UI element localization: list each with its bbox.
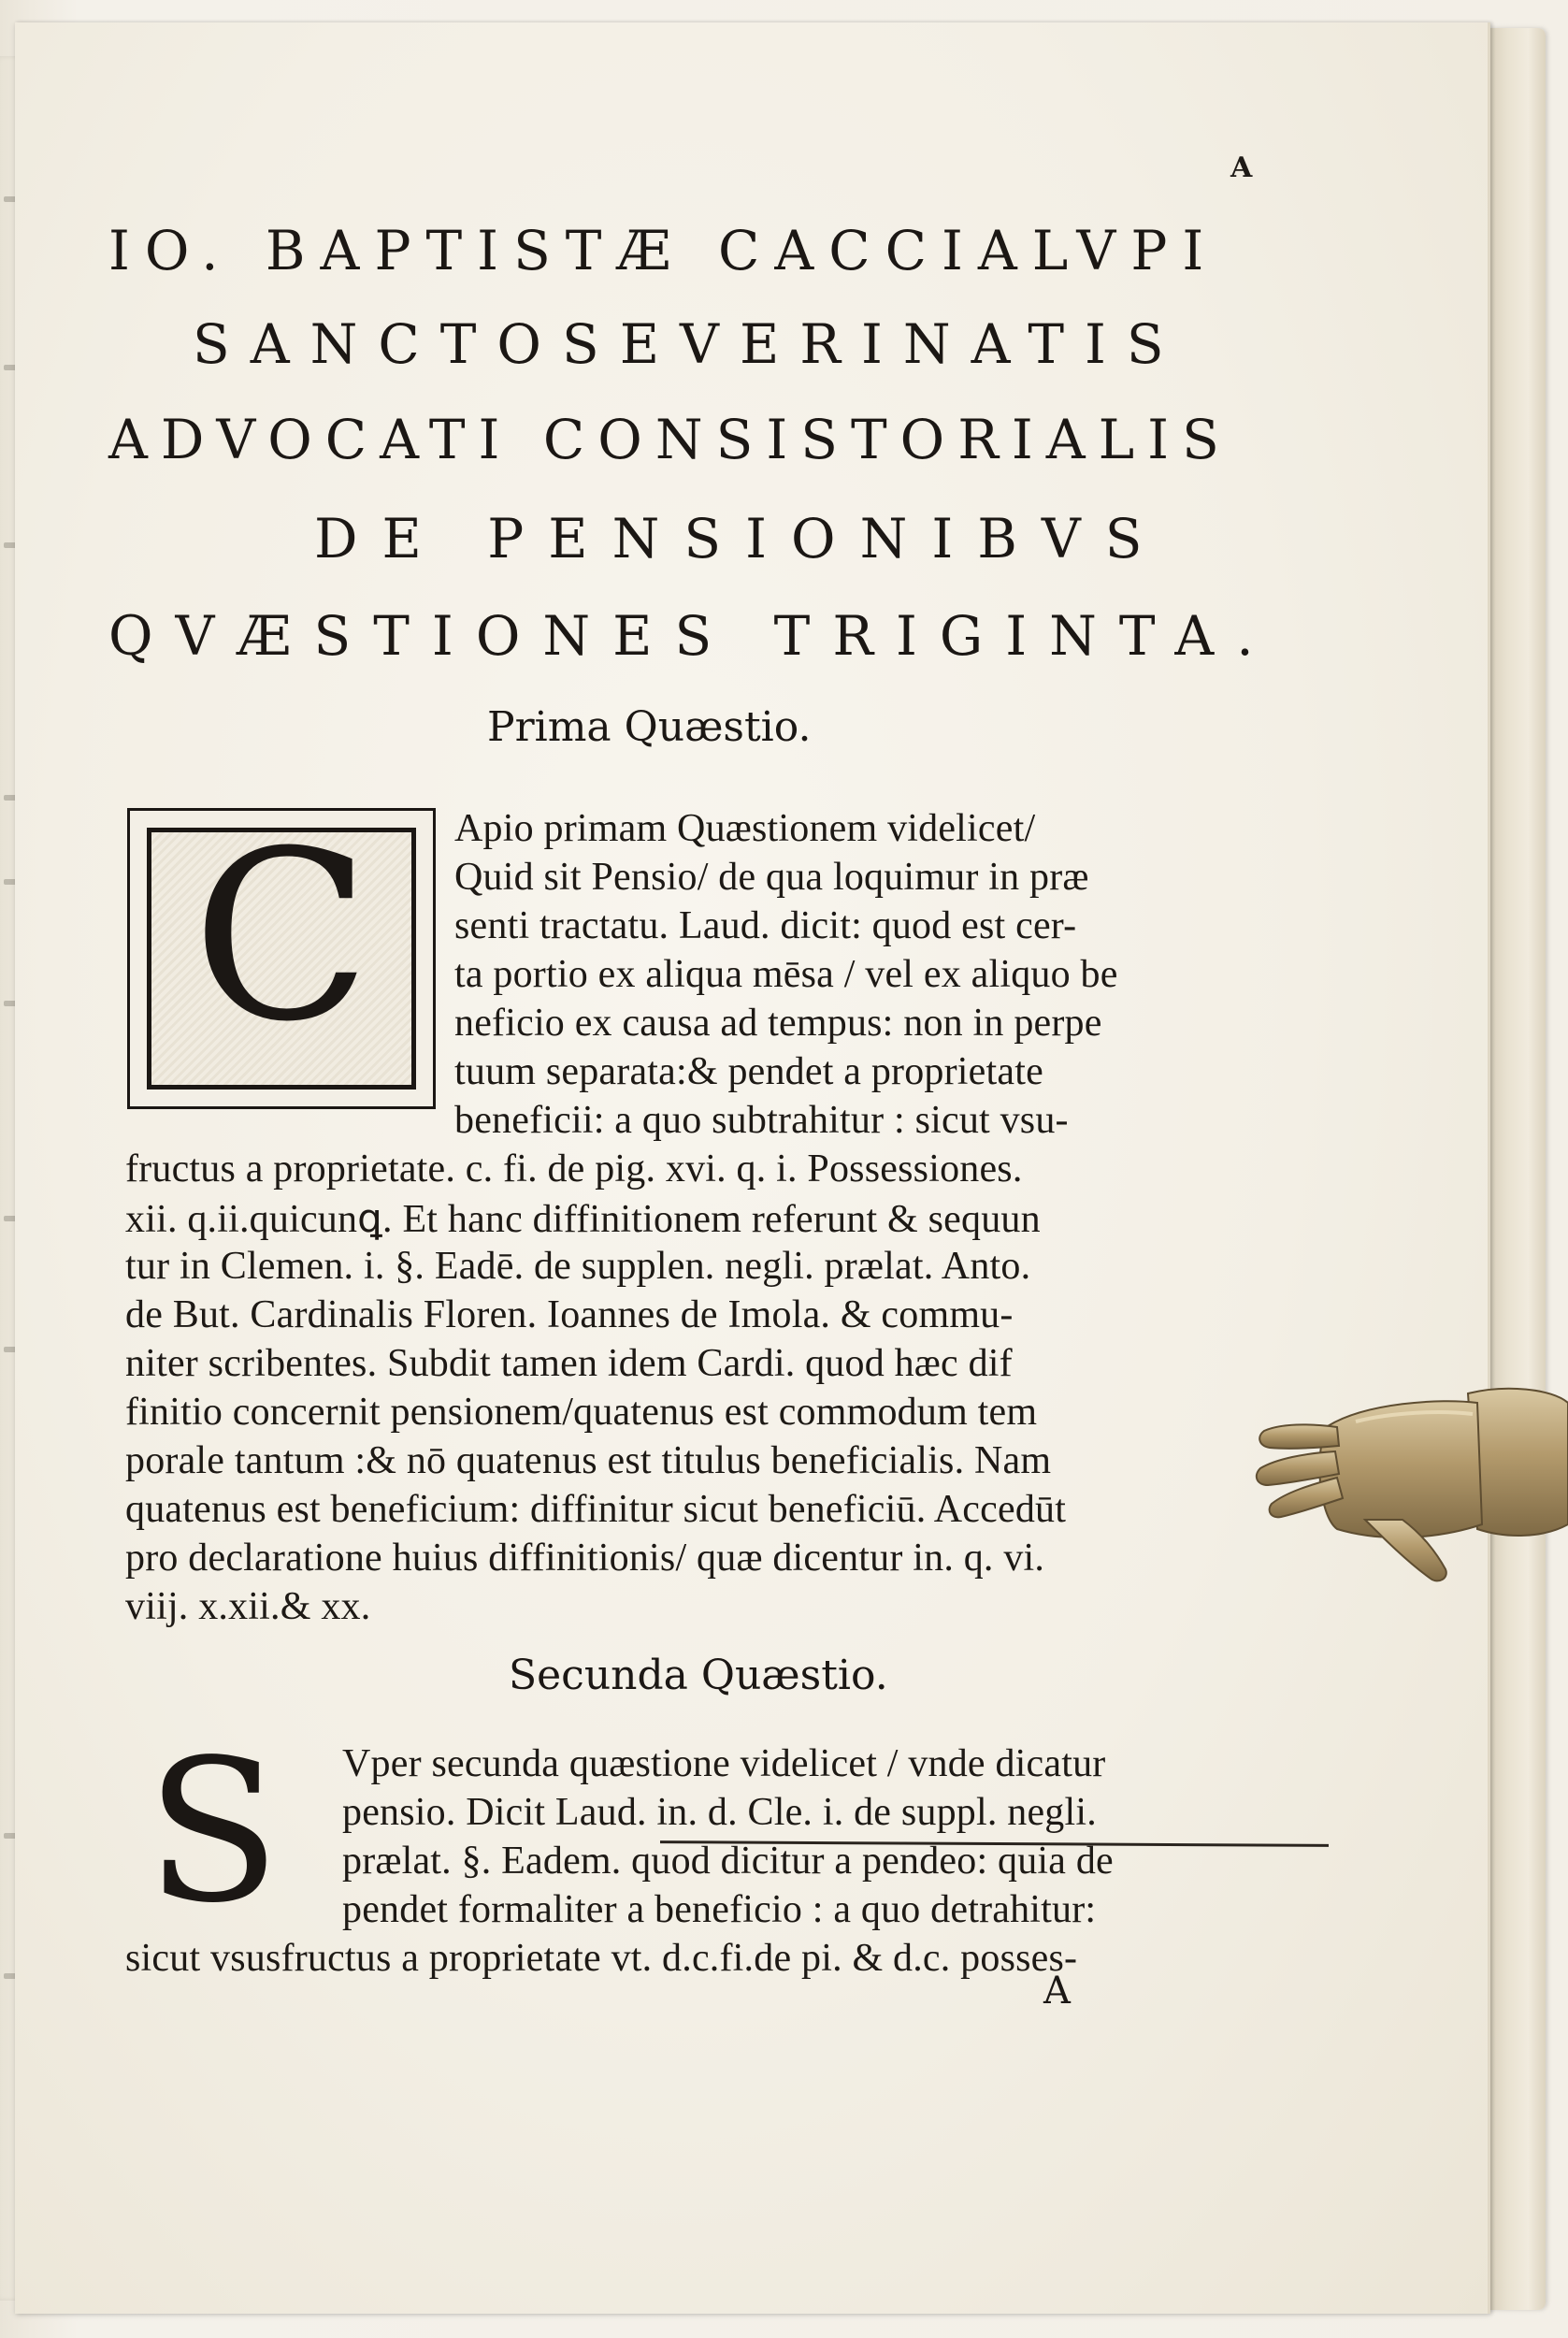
q2-line: prælat. §. Eadem. quod dicitur a pendeo: quia de xyxy=(342,1840,1114,1883)
title-line-5: QVÆSTIONES TRIGINTA. xyxy=(108,604,1276,668)
question-2-heading: Secunda Quæstio. xyxy=(509,1652,888,1699)
title-line-3: ADVOCATI CONSISTORIALIS xyxy=(108,408,1232,471)
q1-line: tuum separata:& pendet a proprietate xyxy=(454,1050,1043,1093)
title-line-1: IO. BAPTISTÆ CACCIALVPI xyxy=(108,219,1219,282)
q1-line: beneficii: a quo subtrahitur : sicut vsu- xyxy=(454,1099,1069,1142)
q1-line: quatenus est beneficium: diffinitur sicut beneficiū. Accedūt xyxy=(125,1488,1067,1531)
q1-line: xii. q.ii.quicunꝗ. Et hanc diffinitionem referunt & sequun xyxy=(125,1198,1041,1241)
question-1-heading: Prima Quæstio. xyxy=(487,703,812,751)
q2-line: Vper secunda quæstione videlicet / vnde dicatur xyxy=(342,1742,1106,1785)
q1-line: tur in Clemen. i. §. Eadē. de supplen. negli. prælat. Anto. xyxy=(125,1245,1031,1288)
title-line-2: SANCTOSEVERINATIS xyxy=(193,312,1185,376)
q1-line: porale tantum :& nō quatenus est titulus beneficialis. Nam xyxy=(125,1439,1052,1482)
q1-line: senti tractatu. Laud. dicit: quod est cer- xyxy=(454,904,1077,947)
q1-line: pro declaratione huius diffinitionis/ quæ dicentur in. q. vi. xyxy=(125,1537,1045,1580)
initial-letter-s: S xyxy=(146,1717,281,1946)
q2-line: pendet formaliter a beneficio : a quo detrahitur: xyxy=(342,1888,1097,1931)
q1-line: viij. x.xii.& xx. xyxy=(125,1585,371,1628)
q1-line: neficio ex causa ad tempus: non in perpe xyxy=(454,1002,1102,1045)
signature-mark-bottom: A xyxy=(1043,1970,1071,2013)
initial-letter: C xyxy=(192,801,371,1073)
vellum-binding xyxy=(1488,28,1546,2310)
q1-line: Apio primam Quæstionem videlicet/ xyxy=(454,807,1036,850)
signature-mark-top: A xyxy=(1230,152,1253,184)
q1-line: Quid sit Pensio/ de qua loquimur in præ xyxy=(454,856,1089,899)
q1-line: finitio concernit pensionem/quatenus est commodum tem xyxy=(125,1391,1038,1434)
q1-line: de But. Cardinalis Floren. Ioannes de Imola. & commu- xyxy=(125,1293,1014,1336)
q1-line: fructus a proprietate. c. fi. de pig. xvi. q. i. Possessiones. xyxy=(125,1147,1023,1191)
title-line-4: DE PENSIONIBVS xyxy=(314,507,1167,570)
decorated-initial-c xyxy=(127,801,436,1109)
q2-line: sicut vsusfructus a proprietate vt. d.c.fi.de pi. & d.c. posses- xyxy=(125,1937,1078,1980)
q2-line: pensio. Dicit Laud. in. d. Cle. i. de suppl. negli. xyxy=(342,1791,1097,1834)
brass-hand-page-holder-icon xyxy=(1253,1337,1568,1590)
book-page xyxy=(15,22,1490,2314)
q1-line: ta portio ex aliqua mēsa / vel ex aliquo be xyxy=(454,953,1118,996)
q1-line: niter scribentes. Subdit tamen idem Cardi. quod hæc dif xyxy=(125,1342,1013,1385)
